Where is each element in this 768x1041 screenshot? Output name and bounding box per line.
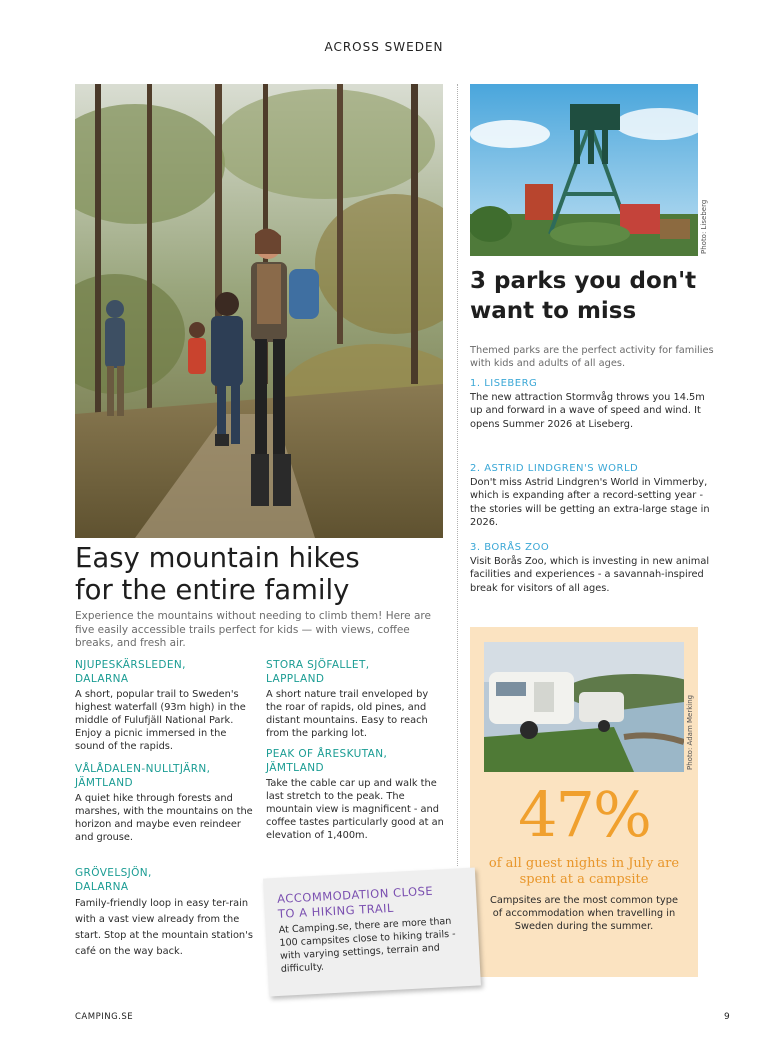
park-name: 3. BORÅS ZOO	[470, 542, 550, 553]
trail-item	[266, 747, 444, 842]
note-text: At Camping.se, there are more than 100 campsites close to hiking trails - with varying settings, terrain and difficulty.	[278, 915, 456, 975]
footer-site: CAMPING.SE	[75, 1012, 134, 1022]
trail-name: STORA SJÖFALLET, LAPPLAND	[266, 659, 370, 685]
hikes-headline	[75, 542, 455, 606]
park-item	[470, 462, 720, 530]
trail-item	[75, 866, 257, 960]
note-title: ACCOMMODATION CLOSE TO A HIKING TRAIL	[276, 883, 434, 921]
trail-item	[266, 658, 444, 740]
park-description: The new attraction Stormvåg throws you 14.5m up and forward in a wave of speed and wind. It opens Summer 2026 at Liseberg.	[470, 392, 705, 430]
trail-name: GRÖVELSJÖN, DALARNA	[75, 867, 152, 893]
trail-name: VÅLÅDALEN-NULLTJÄRN, JÄMTLAND	[75, 763, 211, 789]
trail-name: PEAK OF ÅRESKUTAN, JÄMTLAND	[266, 748, 388, 774]
stat-value: 47%	[518, 778, 650, 851]
park-name: 1. LISEBERG	[470, 378, 538, 389]
campsite-photo-credit: Photo: Adam Merking	[686, 694, 694, 770]
accommodation-note	[263, 868, 481, 997]
stat-caption: of all guest nights in July are spent at a campsite	[488, 856, 680, 887]
trail-item	[75, 762, 255, 844]
hikes-headline-line-1: Easy mountain hikes	[75, 542, 360, 574]
park-description: Visit Borås Zoo, which is investing in new animal facilities and experiences - a savannah-inspired break for visitors of all ages.	[470, 556, 710, 594]
hikes-intro: Experience the mountains without needing to climb them! Here are five easily accessible trails perfect for kids — with views, coffee breaks, and fresh air.	[75, 610, 431, 649]
hiking-family-photo	[75, 84, 443, 538]
stat-description: Campsites are the most common type of accommodation when travelling in Sweden during the summer.	[490, 895, 678, 932]
parks-intro: Themed parks are the perfect activity for families with kids and adults of all ages.	[470, 345, 714, 369]
campsite-photo	[484, 642, 684, 772]
park-photo-credit: Photo: Liseberg	[700, 199, 708, 254]
column-divider	[457, 84, 458, 866]
trail-description: Family-friendly loop in easy ter-rain with a vast view already from the start. Stop at the mountain station's café on the way back.	[75, 898, 253, 957]
trail-name: NJUPESKÄRSLEDEN, DALARNA	[75, 659, 186, 685]
park-name: 2. ASTRID LINDGREN'S WORLD	[470, 463, 639, 474]
park-description: Don't miss Astrid Lindgren's World in Vimmerby, which is expanding after a record-setting year - the stories will be getting an extra-large stage in 2026.	[470, 477, 710, 529]
trail-item	[75, 658, 255, 753]
trail-description: A short, popular trail to Sweden's highest waterfall (93m high) in the middle of Fulufjäll National Park. Enjoy a picnic immersed in the sound of the rapids.	[75, 689, 246, 752]
parks-title: 3 parks you don't want to miss	[470, 268, 697, 324]
amusement-park-photo	[470, 84, 698, 256]
trail-description: A quiet hike through forests and marshes, with the mountains on the horizon and maybe even reindeer and grouse.	[75, 793, 253, 843]
park-item	[470, 377, 720, 431]
hikes-headline-line-2: for the entire family	[75, 574, 350, 606]
section-title: ACROSS SWEDEN	[324, 40, 444, 54]
trail-description: Take the cable car up and walk the last stretch to the peak. The mountain view is magnificent - and coffee tastes particularly good at an elevation of 1,400m.	[266, 778, 444, 841]
park-item	[470, 541, 720, 595]
trail-description: A short nature trail enveloped by the roar of rapids, old pines, and distant mountains. Easy to reach from the parking lot.	[266, 689, 429, 739]
page-number: 9	[724, 1012, 730, 1022]
